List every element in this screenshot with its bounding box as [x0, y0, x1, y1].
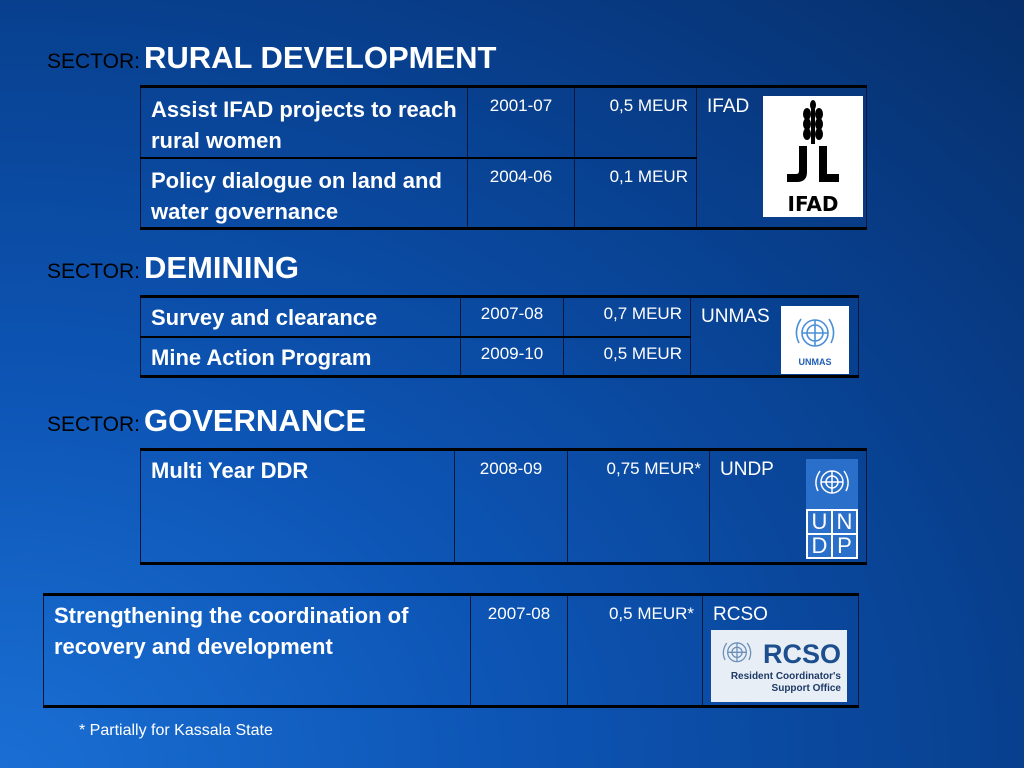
agency-name: UNDP: [720, 459, 774, 480]
project-amount: 0,7 MEUR: [564, 297, 691, 337]
coordination-table: [43, 593, 859, 708]
sector-heading-demining: [47, 250, 299, 286]
undp-letter: U: [808, 511, 831, 533]
sector-name: GOVERNANCE: [143, 403, 367, 438]
rural-table: [140, 85, 867, 230]
sector-name: RURAL DEVELOPMENT: [143, 40, 497, 75]
rcso-logo-top: [717, 637, 841, 671]
agency-name: RCSO: [713, 604, 768, 625]
project-years: 2009-10: [461, 337, 564, 377]
sector-prefix: SECTOR:: [47, 413, 140, 436]
agency-cell: [697, 87, 867, 229]
project-title: Strengthening the coordination of recovery and development: [44, 595, 471, 707]
agency-cell: [710, 450, 867, 564]
project-years: 2007-08: [471, 595, 568, 707]
project-amount: 0,5 MEUR*: [568, 595, 703, 707]
agency-cell: [691, 297, 859, 377]
rcso-logo-subtitle: [717, 671, 841, 695]
rcso-logo: [711, 630, 847, 702]
agency-name: UNMAS: [701, 306, 770, 327]
undp-letters: [808, 511, 856, 557]
agency-name: IFAD: [707, 96, 750, 117]
undp-logo: [806, 459, 858, 559]
project-title: Policy dialogue on land and water governance: [141, 158, 468, 229]
project-years: 2007-08: [461, 297, 564, 337]
sector-heading-rural: [47, 40, 496, 76]
project-amount: 0,75 MEUR*: [568, 450, 710, 564]
rcso-subtitle-line: Resident Coordinator's: [730, 671, 841, 682]
project-years: 2004-06: [468, 158, 575, 229]
project-amount: 0,5 MEUR: [564, 337, 691, 377]
ifad-logo-text: IFAD: [787, 192, 839, 216]
project-amount: 0,5 MEUR: [575, 87, 697, 158]
undp-letter: P: [833, 535, 856, 557]
unmas-logo: [781, 306, 849, 374]
table-row: [141, 87, 867, 158]
rcso-subtitle-line: Support Office: [771, 683, 841, 694]
sector-prefix: SECTOR:: [47, 50, 140, 73]
undp-emblem-box: [806, 459, 858, 509]
table-row: [141, 450, 867, 564]
undp-letter: N: [833, 511, 856, 533]
governance-table: [140, 448, 867, 565]
un-emblem-icon: [787, 313, 843, 357]
project-amount: 0,1 MEUR: [575, 158, 697, 229]
un-emblem-icon: [810, 464, 854, 504]
project-years: 2008-09: [455, 450, 568, 564]
undp-letter: D: [808, 535, 831, 557]
ifad-logo: [763, 96, 863, 217]
table-row: [44, 595, 859, 707]
project-title: Assist IFAD projects to reach rural women: [141, 87, 468, 158]
sector-heading-governance: [47, 403, 366, 439]
project-title: Survey and clearance: [141, 297, 461, 337]
sector-name: DEMINING: [143, 250, 299, 285]
unmas-logo-text: UNMAS: [798, 357, 832, 367]
rcso-logo-text: RCSO: [762, 638, 841, 669]
table-row: [141, 297, 859, 337]
un-emblem-icon: [717, 637, 757, 671]
footnote: * Partially for Kassala State: [79, 722, 273, 739]
sector-prefix: SECTOR:: [47, 260, 140, 283]
project-title: Multi Year DDR: [141, 450, 455, 564]
project-title: Mine Action Program: [141, 337, 461, 377]
project-years: 2001-07: [468, 87, 575, 158]
demining-table: [140, 295, 859, 378]
agency-cell: [703, 595, 859, 707]
